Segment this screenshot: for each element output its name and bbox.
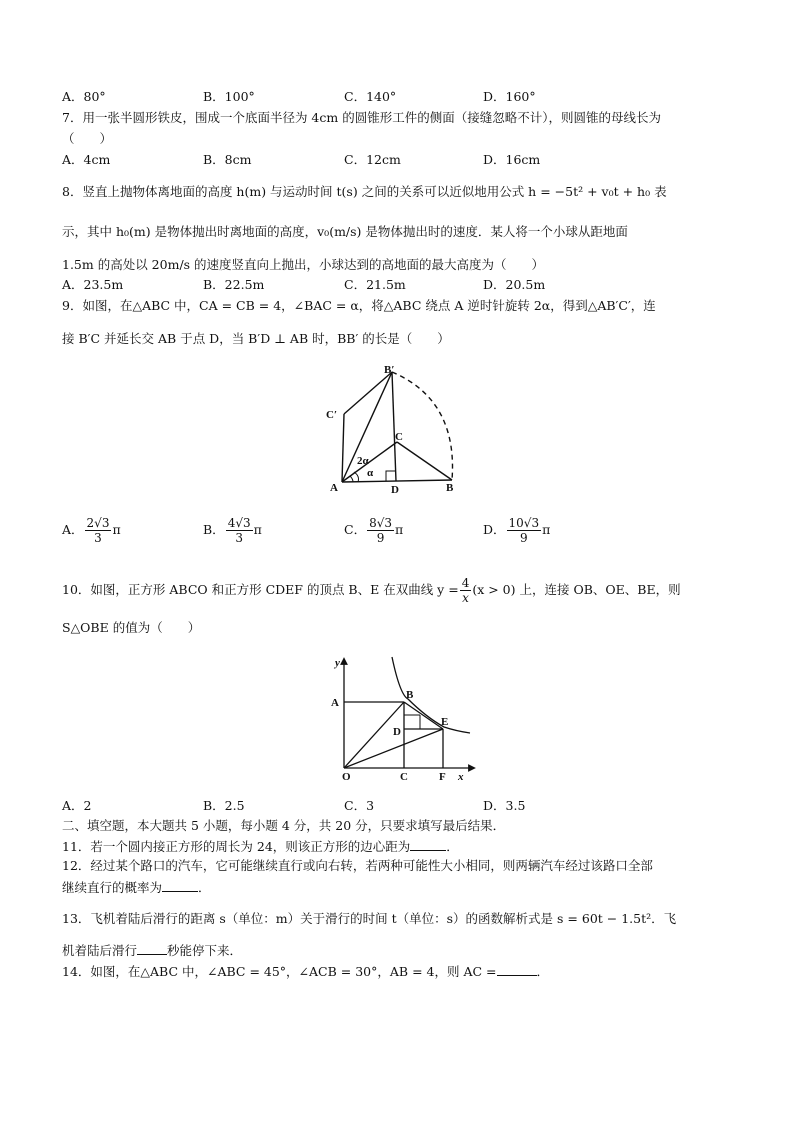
q9-options — [62, 516, 742, 550]
q9-angle-arc-a — [350, 476, 353, 482]
q8-options — [62, 277, 742, 293]
q6-option-a: A．80° — [62, 89, 106, 104]
q13-line2: 机着陆后滑行 秒能停下来． — [62, 943, 243, 958]
q8-option-d: D．20.5m — [483, 277, 546, 292]
q7-paren: （ ） — [62, 131, 113, 146]
q9-option-a: A． $\frac{2√3}{3}$ π — [62, 516, 121, 545]
q14-answer-blank[interactable] — [497, 963, 537, 976]
q10-options — [62, 798, 742, 814]
q12-line1: 12．经过某个路口的汽车，它可能继续直行或向右转，若两种可能性大小相同，则两辆汽车经过该路口全部 — [62, 858, 653, 873]
q10-line2: S△OBE 的值为（ ） — [62, 620, 201, 635]
q11: 11．若一个圆内接正方形的周长为 24，则该正方形的边心距为 ． — [62, 839, 459, 854]
q13-answer-blank[interactable] — [137, 942, 167, 955]
q10-label-b: B — [406, 689, 414, 701]
q9-label-c-prime: C′ — [326, 409, 338, 421]
q9-option-b: B． $\frac{4√3}{3}$ π — [203, 516, 262, 545]
q9-label-b: B — [446, 482, 454, 494]
q10-label-a: A — [331, 697, 339, 709]
q7-option-b: B．8cm — [203, 152, 252, 167]
q10-option-d: D．3.5 — [483, 798, 526, 813]
q10-label-c: C — [400, 771, 408, 783]
q9-seg-c-prime-b-prime — [344, 372, 392, 414]
q6-option-c: C．140° — [344, 89, 397, 104]
q10-label-y: y — [335, 657, 340, 669]
q12-answer-blank[interactable] — [162, 879, 198, 892]
q7-text: 7．用一张半圆形铁皮，围成一个底面半径为 4cm 的圆锥形工件的侧面（接缝忽略不计），则圆锥的母线长为 — [62, 110, 661, 125]
q10-label-x: x — [458, 771, 464, 783]
q6-option-b: B．100° — [203, 89, 255, 104]
q7-option-d: D．16cm — [483, 152, 541, 167]
q10-option-b: B．2.5 — [203, 798, 245, 813]
q7-options — [62, 152, 742, 168]
q10-figure — [322, 655, 482, 783]
q9-figure — [320, 362, 500, 496]
q6-option-d: D．160° — [483, 89, 536, 104]
q8-option-c: C．21.5m — [344, 277, 406, 292]
q9-line2: 接 B′C 并延长交 AB 于点 D，当 B′D ⊥ AB 时，BB′ 的长是（ ） — [62, 331, 450, 346]
q8-option-a: A．23.5m — [62, 277, 124, 292]
q8-line3: 1.5m 的高处以 20m/s 的速度竖直向上抛出，小球达到的高地面的最大高度为（ ） — [62, 257, 545, 272]
q9-label-c: C — [395, 431, 403, 443]
q9-label-2alpha: 2α — [357, 455, 369, 467]
q8-option-b: B．22.5m — [203, 277, 265, 292]
q11-answer-blank[interactable] — [410, 838, 446, 851]
q10-label-f: F — [439, 771, 446, 783]
q9-arc — [392, 372, 453, 480]
q9-option-c: C． $\frac{8√3}{9}$ π — [344, 516, 404, 545]
q14: 14．如图，在△ABC 中，∠ABC = 45°，∠ACB = 30°，AB = 4，则 AC = ． — [62, 964, 550, 979]
q8-line1: 8．竖直上抛物体离地面的高度 h(m) 与运动时间 t(s) 之间的关系可以近似地用公式 h = −5t² + v₀t + h₀ 表 — [62, 184, 667, 199]
q10-option-c: C．3 — [344, 798, 375, 813]
q10-label-d: D — [393, 726, 401, 738]
q9-option-d: D． $\frac{10√3}{9}$ π — [483, 516, 551, 545]
q10-line1: 10．如图，正方形 ABCO 和正方形 CDEF 的顶点 B、E 在双曲线 y = $\frac{4}{x}$ (x > 0) 上，连接 OB、OE、BE，则 — [62, 576, 681, 605]
q9-seg-cb — [397, 442, 452, 480]
q10-label-o: O — [342, 771, 351, 783]
q7-option-c: C．12cm — [344, 152, 401, 167]
q13-line1: 13．飞机着陆后滑行的距离 s（单位：m）关于滑行的时间 t（单位：s）的函数解析式是 s = 60t − 1.5t²．飞 — [62, 911, 677, 926]
q9-label-b-prime: B′ — [384, 364, 395, 376]
q9-right-angle — [386, 471, 396, 481]
q7-option-a: A．4cm — [62, 152, 111, 167]
q10-option-a: A．2 — [62, 798, 92, 813]
q9-label-a: A — [330, 482, 338, 494]
q8-line2: 示，其中 h₀(m) 是物体抛出时离地面的高度，v₀(m/s) 是物体抛出时的速度．某人将一个小球从距地面 — [62, 224, 628, 239]
q10-label-e: E — [441, 716, 449, 728]
q9-line1: 9．如图，在△ABC 中，CA = CB = 4，∠BAC = α，将△ABC 绕点 A 逆时针旋转 2α，得到△AB′C′，连 — [62, 298, 656, 313]
q6-options — [62, 89, 742, 105]
q9-label-alpha: α — [367, 467, 374, 479]
q9-seg-ac-prime — [342, 414, 344, 482]
q9-seg-b-prime-d — [392, 372, 396, 481]
q9-label-d: D — [391, 484, 399, 496]
q12-line2: 继续直行的概率为 ． — [62, 880, 211, 895]
section-2-heading: 二、填空题，本大题共 5 小题，每小题 4 分，共 20 分，只要求填写最后结果． — [62, 818, 506, 833]
